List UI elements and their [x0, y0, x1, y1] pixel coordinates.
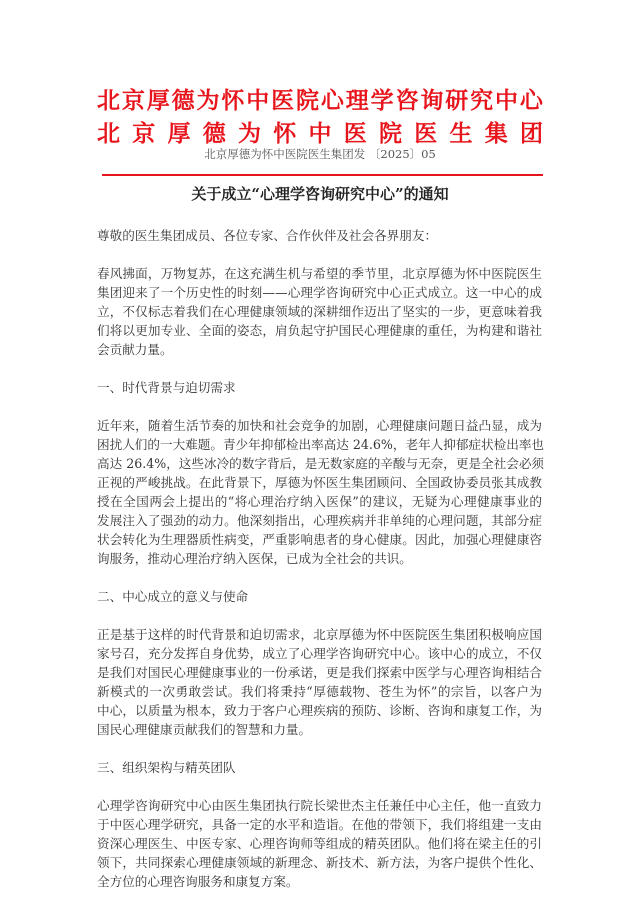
salutation-text: 尊敬的医生集团成员、各位专家、合作伙伴及社会各界朋友：	[97, 228, 438, 243]
text-line: 状会转化为生理器质性病变，严重影响患者的身心健康。因此，加强心理健康咨	[97, 532, 542, 547]
text-line: 困扰人们的一大难题。青少年抑郁检出率高达 24.6%，老年人抑郁症状检出率也	[97, 437, 545, 452]
header-char: 德	[171, 88, 195, 114]
section-heading-text: 二、中心成立的意义与使命	[97, 589, 249, 604]
text-line: 全方位的心理咨询服务和康复方案。	[97, 874, 299, 889]
header-char: 究	[470, 88, 494, 114]
header-char: 怀	[273, 121, 297, 147]
red-divider	[102, 174, 543, 176]
header-char: 研	[445, 88, 469, 114]
header-char: 询	[420, 88, 444, 114]
text-line: 立，不仅标志着我们在心理健康领域的深耕细作迈出了坚实的一步，更意味着我	[97, 304, 542, 319]
header-char: 理	[345, 88, 369, 114]
section-heading-text: 一、时代背景与迫切需求	[97, 380, 236, 395]
text-line: 高达 26.4%，这些冰冷的数字背后，是无数家庭的辛酸与无奈，更是全社会必须	[97, 456, 545, 471]
text-line: 正视的严峻挑战。在此背景下，厚德为怀医生集团顾问、全国政协委员张其成教	[97, 475, 542, 490]
header-char: 中	[246, 88, 270, 114]
text-line: 正是基于这样的时代背景和迫切需求，北京厚德为怀中医院医生集团积极响应国	[97, 627, 542, 642]
text-line: 发展注入了强劲的动力。他深刻指出，心理疾病并非单纯的心理问题，其部分症	[97, 513, 542, 528]
header-char: 厚	[167, 121, 191, 147]
header-char: 京	[132, 121, 156, 147]
header-char: 京	[121, 88, 145, 114]
text-line: 近年来，随着生活节奏的加快和社会竞争的加剧，心理健康问题日益凸显，成为	[97, 418, 542, 433]
text-line: 于中医心理学研究，具备一定的水平和造诣。在他的带领下，我们将组建一支由	[97, 817, 542, 832]
header-char: 中	[495, 88, 518, 114]
header-char: 为	[238, 121, 261, 147]
header-char: 北	[97, 88, 120, 114]
header-char: 院	[379, 121, 402, 147]
header-char: 医	[271, 88, 295, 114]
header-char: 院	[296, 88, 319, 114]
header-char: 心	[519, 88, 543, 114]
section-paragraph	[97, 796, 542, 891]
header-char: 为	[196, 88, 220, 114]
text-line: 会贡献力量。	[97, 342, 173, 357]
section-paragraph	[97, 416, 545, 568]
section-heading	[97, 587, 542, 606]
text-line: 国民心理健康贡献我们的智慧和力量。	[97, 722, 312, 737]
text-line: 是我们对国民心理健康事业的一份承诺，更是我们探索中医学与心理咨询相结合	[97, 665, 542, 680]
intro-paragraph	[97, 264, 542, 359]
section-paragraph	[97, 625, 542, 739]
header-char: 医	[414, 121, 438, 147]
header-char: 北	[97, 121, 120, 147]
header-char: 厚	[146, 88, 170, 114]
header-char: 集	[484, 121, 508, 147]
text-line: 家号召，充分发挥自身优势，成立了心理学咨询研究中心。该中心的成立，不仅	[97, 646, 542, 661]
header-char: 中	[308, 121, 332, 147]
header-char: 生	[449, 121, 473, 147]
header-char: 咨	[395, 88, 419, 114]
header-char: 学	[370, 88, 394, 114]
text-line: 集团迎来了一个历史性的时刻——心理学咨询研究中心正式成立。这一中心的成	[97, 285, 542, 300]
text-line: 资深心理医生、中医专家、心理咨询师等组成的精英团队。他们将在梁主任的引	[97, 836, 542, 851]
text-line: 新模式的一次勇敢尝试。我们将秉持“厚德载物、苍生为怀”的宗旨，以客户为	[97, 684, 542, 699]
text-line: 询服务，推动心理治疗纳入医保，已成为全社会的共识。	[97, 551, 412, 566]
document-number: 北京厚德为怀中医院医生集团发 〔2025〕05	[204, 147, 436, 161]
text-line: 授在全国两会上提出的“将心理治疗纳入医保”的建议，无疑为心理健康事业的	[97, 494, 542, 509]
header-title-line-1	[97, 82, 543, 115]
text-line: 中心，以质量为根本，致力于客户心理疾病的预防、诊断、咨询和康复工作，为	[97, 703, 542, 718]
section-heading	[97, 758, 542, 777]
text-line: 们将以更加专业、全面的姿态，肩负起守护国民心理健康的重任，为构建和谐社	[97, 323, 542, 338]
header-title-line-2	[97, 115, 543, 148]
text-line: 心理学咨询研究中心由医生集团执行院长梁世杰主任兼任中心主任，他一直致力	[97, 798, 542, 813]
salutation	[97, 226, 542, 245]
header-char: 团	[520, 121, 543, 147]
text-line: 春风拂面，万物复苏，在这充满生机与希望的季节里，北京厚德为怀中医院医生	[97, 266, 542, 281]
notice-title: 关于成立“心理学咨询研究中心”的通知	[191, 185, 449, 203]
header-char: 医	[343, 121, 367, 147]
section-heading-text: 三、组织架构与精英团队	[97, 760, 236, 775]
text-line: 领下，共同探索心理健康领域的新理念、新技术、新方法，为客户提供个性化、	[97, 855, 542, 870]
header-char: 德	[202, 121, 226, 147]
document-body	[97, 226, 545, 910]
section-heading	[97, 378, 542, 397]
header-char: 心	[320, 88, 344, 114]
header-char: 怀	[221, 88, 245, 114]
